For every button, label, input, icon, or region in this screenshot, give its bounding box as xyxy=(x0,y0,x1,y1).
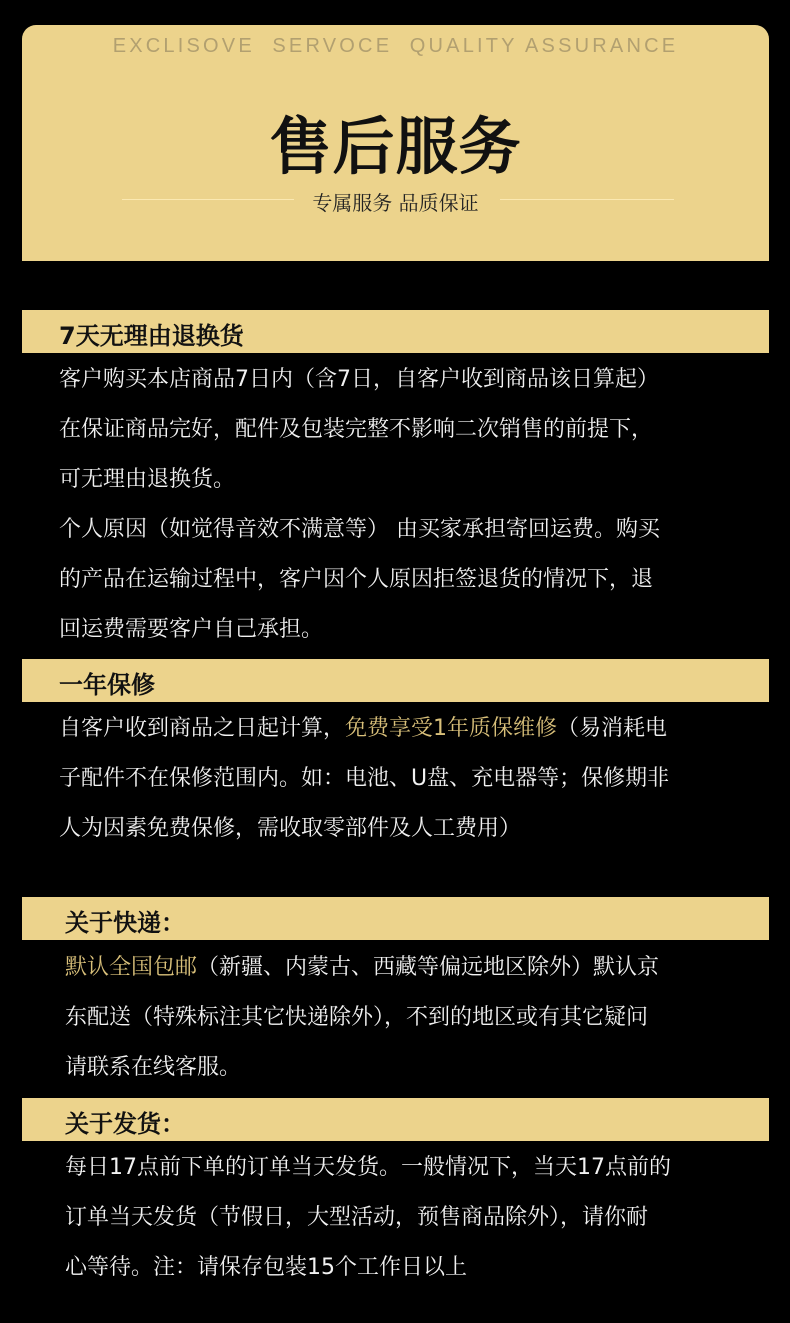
text-line: 每日17点前下单的订单当天发货。一般情况下，当天17点前的 xyxy=(65,1155,671,1180)
text-line: 个人原因（如觉得音效不满意等） 由买家承担寄回运费。购买 xyxy=(59,517,660,542)
highlight-text: 免费享受1年质保维修 xyxy=(345,716,558,741)
text-line: 心等待。注：请保存包装15个工作日以上 xyxy=(65,1255,467,1280)
header-tagline: EXCLISOVE SERVOCE QUALITY ASSURANCE xyxy=(112,35,679,57)
text-line xyxy=(59,704,669,754)
header-subtitle: 专属服务 品质保证 xyxy=(312,191,479,215)
highlight-text: 默认全国包邮 xyxy=(65,955,198,980)
header-banner xyxy=(22,25,769,261)
section-title: 一年保修 xyxy=(59,671,155,699)
text-line: 人为因素免费保修，需收取零部件及人工费用） xyxy=(59,816,522,841)
return-policy-text xyxy=(59,355,660,655)
text-segment: 自客户收到商品之日起计算， xyxy=(59,716,346,741)
text-line: 可无理由退换货。 xyxy=(59,467,236,492)
section-title: 关于快递： xyxy=(65,909,185,937)
text-segment: （新疆、内蒙古、西藏等偏远地区除外）默认京 xyxy=(197,955,660,980)
text-line: 客户购买本店商品7日内（含7日，自客户收到商品该日算起） xyxy=(59,367,659,392)
text-line: 请联系在线客服。 xyxy=(65,1055,242,1080)
section-bar-return-policy xyxy=(22,310,769,353)
shipping-text xyxy=(65,943,659,1093)
text-line: 回运费需要客户自己承担。 xyxy=(59,617,324,642)
dispatch-text xyxy=(65,1143,671,1293)
text-line: 在保证商品完好，配件及包装完整不影响二次销售的前提下， xyxy=(59,417,654,442)
text-segment: （易消耗电 xyxy=(557,716,668,741)
section-bar-shipping xyxy=(22,897,769,940)
warranty-text xyxy=(59,704,669,854)
text-line: 东配送（特殊标注其它快递除外），不到的地区或有其它疑问 xyxy=(65,1005,649,1030)
page-title: 售后服务 xyxy=(269,110,522,183)
text-line: 订单当天发货（节假日，大型活动，预售商品除外），请你耐 xyxy=(65,1205,649,1230)
section-bar-warranty xyxy=(22,659,769,702)
section-title: 7天无理由退换货 xyxy=(59,322,244,350)
section-bar-dispatch xyxy=(22,1098,769,1141)
text-line xyxy=(65,943,659,993)
section-title: 关于发货： xyxy=(65,1110,185,1138)
text-line: 的产品在运输过程中，客户因个人原因拒签退货的情况下，退 xyxy=(59,567,654,592)
text-line: 子配件不在保修范围内。如：电池、U盘、充电器等；保修期非 xyxy=(59,766,670,791)
